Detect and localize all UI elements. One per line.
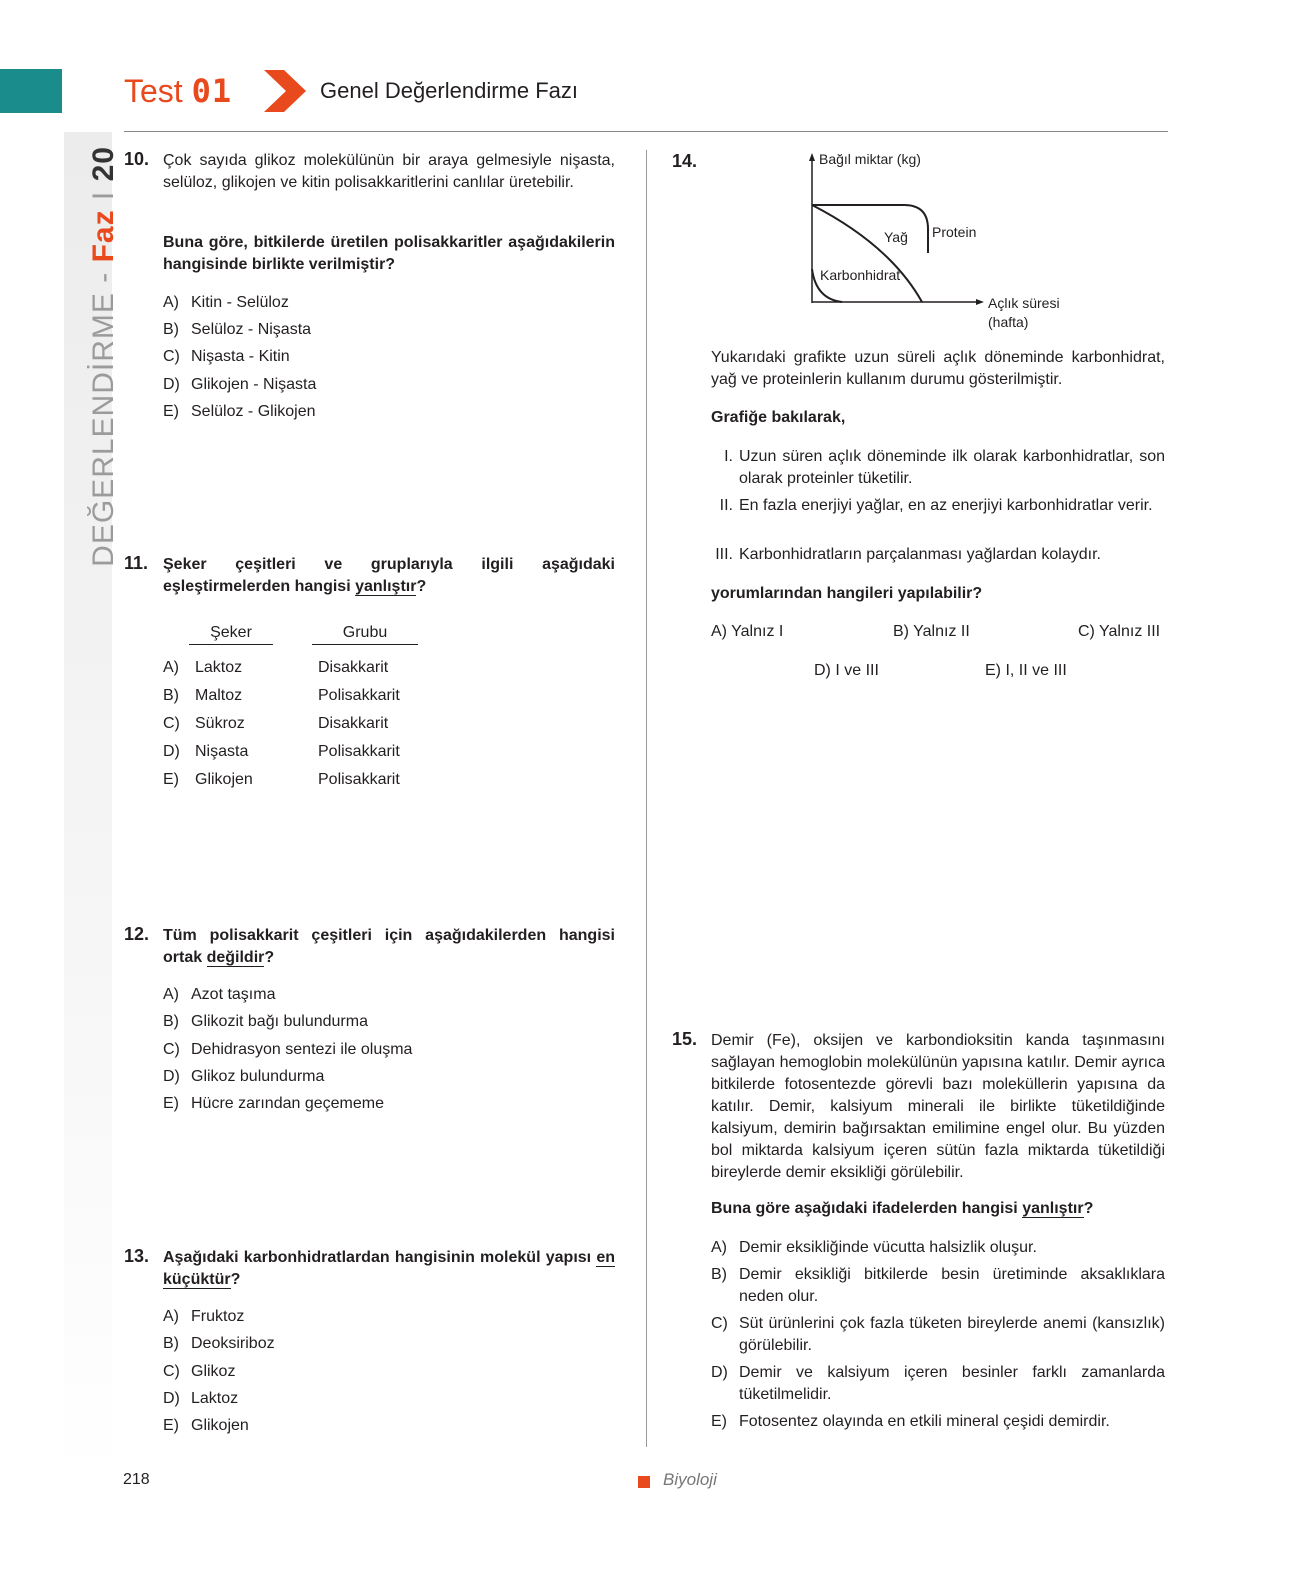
statement-1 (724, 446, 1165, 490)
prompt-end: ? (416, 578, 427, 595)
option-sugar: Sükroz (195, 715, 245, 732)
question-13-prompt (163, 1247, 615, 1291)
option-letter: A) (163, 294, 179, 311)
q12-option-d[interactable] (163, 1066, 324, 1088)
question-15-prompt (711, 1198, 1165, 1220)
graph-label-fat: Yağ (884, 229, 908, 245)
graph-series-protein (812, 205, 928, 253)
sidebar-bar: I (87, 190, 120, 201)
option-letter: D) (163, 376, 180, 393)
prompt-end: ? (230, 1271, 241, 1288)
question-number-12: 12. (124, 924, 150, 944)
option-text: Kitin - Selüloz (191, 294, 289, 311)
question-12-prompt (163, 925, 615, 969)
q12-option-c[interactable] (163, 1039, 412, 1061)
option-letter: C) (163, 715, 180, 732)
option-letter: D) (163, 1068, 180, 1085)
option-letter: A) (711, 1239, 727, 1256)
q11-option-d[interactable] (163, 741, 400, 763)
statement-text: Uzun süren açlık döneminde ilk olarak karbonhidratlar, son olarak proteinler tüketilir. (739, 448, 1165, 487)
question-14-lead: Grafiğe bakılarak, (711, 409, 846, 426)
option-letter: D) (163, 743, 180, 760)
q13-option-e[interactable] (163, 1415, 249, 1437)
option-letter: E) (711, 1413, 727, 1430)
option-letter: A) (163, 659, 179, 676)
prompt-text: Tüm polisakkarit çeşitleri için aşağıdakilerden hangisi ortak (163, 927, 615, 966)
option-text: Süt ürünlerini çok fazla tüketen bireylerde anemi (kansızlık) görülebilir. (739, 1315, 1165, 1354)
question-number-10: 10. (124, 149, 150, 169)
q12-option-a[interactable] (163, 984, 275, 1006)
question-14-text: Yukarıdaki grafikte uzun süreli açlık döneminde karbonhidrat, yağ ve proteinlerin kullanım durumu gösterilmiştir. (711, 349, 1165, 388)
option-letter: C) (163, 1363, 180, 1380)
q10-option-a[interactable] (163, 292, 289, 314)
q14-option-d[interactable]: D) I ve III (814, 662, 879, 679)
option-letter: E) (163, 1417, 179, 1434)
q13-option-c[interactable] (163, 1361, 235, 1383)
option-text: Glikozit bağı bulundurma (191, 1013, 368, 1030)
q10-option-d[interactable] (163, 374, 316, 396)
statement-text: Karbonhidratların parçalanması yağlardan kolaydır. (739, 546, 1101, 563)
q14-option-c[interactable]: C) Yalnız III (1078, 623, 1161, 640)
option-text: Fruktoz (191, 1308, 245, 1325)
option-sugar: Nişasta (195, 743, 249, 760)
starvation-graph (800, 145, 1100, 340)
header-divider (124, 131, 1168, 132)
option-text: Selüloz - Nişasta (191, 321, 312, 338)
option-letter: E) (163, 1095, 179, 1112)
option-sugar: Laktoz (195, 659, 243, 676)
test-label-text: Test (124, 73, 183, 109)
graph-y-label: Bağıl miktar (kg) (819, 151, 921, 167)
q11-option-b[interactable] (163, 685, 400, 707)
prompt-text: Aşağıdaki karbonhidratlardan hangisinin molekül yapısı (163, 1249, 597, 1266)
prompt-underlined: yanlıştır (355, 578, 417, 595)
column-divider (646, 150, 647, 1447)
option-text: Demir eksikliğinde vücutta halsizlik oluşur. (739, 1239, 1037, 1256)
chevron-right-icon (262, 66, 308, 116)
subject-square-icon (638, 1476, 650, 1488)
q14-option-a[interactable]: A) Yalnız I (711, 623, 784, 640)
sidebar-separator: - (87, 271, 120, 283)
option-text: Glikojen - Nişasta (191, 376, 317, 393)
option-letter: C) (711, 1315, 728, 1332)
question-10-prompt: Buna göre, bitkilerde üretilen polisakkaritler aşağıdakilerin hangisinde birlikte verilmiştir? (163, 234, 615, 273)
q13-option-d[interactable] (163, 1388, 238, 1410)
sidebar-faz: Faz (87, 209, 120, 263)
prompt-underlined: yanlıştır (1022, 1200, 1084, 1217)
prompt-end: ? (1083, 1200, 1094, 1217)
q13-option-b[interactable] (163, 1333, 275, 1355)
option-text: Glikojen (191, 1417, 249, 1434)
option-letter: B) (163, 687, 179, 704)
question-number-14: 14. (672, 151, 698, 171)
option-text: Fotosentez olayında en etkili mineral çeşidi demirdir. (739, 1413, 1110, 1430)
q15-option-c[interactable] (711, 1313, 1165, 1357)
graph-x-label: Açlık süresi (988, 295, 1060, 311)
question-number-15: 15. (672, 1029, 698, 1049)
option-letter: B) (163, 321, 179, 338)
q15-option-b[interactable] (711, 1264, 1165, 1308)
option-text: Hücre zarından geçememe (191, 1095, 384, 1112)
subject-label: Biyoloji (663, 1470, 717, 1489)
question-14-prompt: yorumlarından hangileri yapılabilir? (711, 585, 983, 602)
graph-label-carbohydrate: Karbonhidrat (820, 267, 901, 283)
statement-number: III. (715, 546, 733, 563)
page-title: Genel Değerlendirme Fazı (320, 78, 579, 103)
option-text: Nişasta - Kitin (191, 348, 290, 365)
prompt-underlined: değildir (206, 949, 265, 966)
statement-number: I. (724, 448, 733, 465)
prompt-underlined: en küçüktür (163, 1249, 615, 1288)
page-number: 218 (123, 1471, 150, 1488)
q15-option-a[interactable] (711, 1237, 1165, 1259)
option-text: Deoksiriboz (191, 1335, 275, 1352)
statement-text: En fazla enerjiyi yağlar, en az enerjiyi karbonhidratlar verir. (739, 497, 1153, 514)
option-letter: B) (711, 1266, 727, 1283)
table-header-group: Grubu (312, 624, 418, 645)
option-sugar: Maltoz (195, 687, 243, 704)
option-group: Polisakkarit (318, 771, 400, 788)
q15-option-e[interactable] (711, 1411, 1165, 1433)
prompt-text: Şeker çeşitleri ve gruplarıyla ilgili aşağıdaki eşleştirmelerden hangisi (163, 556, 615, 595)
q11-option-e[interactable] (163, 769, 400, 791)
option-text: Demir eksikliği bitkilerde besin üretiminde aksaklıklara neden olur. (739, 1266, 1165, 1305)
option-group: Polisakkarit (318, 743, 400, 760)
option-letter: A) (163, 986, 179, 1003)
statement-number: II. (719, 497, 733, 514)
option-text: Azot taşıma (191, 986, 276, 1003)
option-group: Disakkarit (318, 715, 389, 732)
statement-2 (719, 495, 1165, 517)
sidebar-number: 20 (87, 146, 120, 182)
sidebar-label-text: DEĞERLENDİRME (87, 292, 120, 567)
q10-option-c[interactable] (163, 346, 290, 368)
option-letter: C) (163, 348, 180, 365)
option-group: Disakkarit (318, 659, 389, 676)
option-letter: B) (163, 1335, 179, 1352)
table-header-sugar: Şeker (189, 624, 273, 645)
statement-3 (715, 544, 1165, 566)
option-text: Glikoz bulundurma (191, 1068, 325, 1085)
q14-option-b[interactable]: B) Yalnız II (893, 623, 970, 640)
graph-x-unit: (hafta) (988, 314, 1029, 330)
question-number-11: 11. (124, 553, 149, 573)
graph-series-fat (812, 205, 922, 302)
option-letter: A) (163, 1308, 179, 1325)
option-text: Glikoz (191, 1363, 236, 1380)
graph-x-arrow (976, 299, 984, 305)
question-number-13: 13. (124, 1246, 150, 1266)
sidebar-label (88, 146, 120, 567)
q10-option-b[interactable] (163, 319, 311, 341)
option-letter: D) (711, 1364, 728, 1381)
graph-label-protein: Protein (932, 224, 977, 240)
option-text: Laktoz (191, 1390, 239, 1407)
prompt-text: Buna göre aşağıdaki ifadelerden hangisi (711, 1200, 1023, 1217)
option-letter: E) (163, 771, 179, 788)
q12-option-e[interactable] (163, 1093, 384, 1115)
question-11-prompt (163, 554, 615, 598)
option-text: Demir ve kalsiyum içeren besinler farklı zamanlarda tüketilmelidir. (739, 1364, 1165, 1403)
option-text: Selüloz - Glikojen (191, 403, 316, 420)
option-text: Dehidrasyon sentezi ile oluşma (191, 1041, 413, 1058)
q14-option-e[interactable]: E) I, II ve III (985, 662, 1067, 679)
q11-option-a[interactable] (163, 657, 388, 679)
q12-option-b[interactable] (163, 1011, 368, 1033)
q15-option-d[interactable] (711, 1362, 1165, 1406)
question-15-text: Demir (Fe), oksijen ve karbondioksitin kanda taşınmasını sağlayan hemoglobin molekülünün yapısına katılır. Demir ayrıca bitkilerde fotosentezde görevli bazı moleküllerin yapısına da katılır. Demir, kalsiyum minerali ile birlikte tüketildiğinde kalsiyum, demirin bağırsaktan emilimine engel olur. Bu yüzden bol miktarda kalsiyum içeren sütün fazla miktarda tüketildiği bireylerde demir eksikliği görülebilir. (711, 1032, 1165, 1181)
prompt-end: ? (264, 949, 275, 966)
question-10-text: Çok sayıda glikoz molekülünün bir araya gelmesiyle nişasta, selüloz, glikojen ve kitin polisakkaritlerini canlılar üretebilir. (163, 152, 615, 191)
q13-option-a[interactable] (163, 1306, 244, 1328)
header-accent-bar (0, 69, 62, 113)
q10-option-e[interactable] (163, 401, 316, 423)
test-label (124, 72, 232, 110)
graph-y-arrow (809, 153, 815, 161)
option-letter: E) (163, 403, 179, 420)
option-group: Polisakkarit (318, 687, 400, 704)
option-sugar: Glikojen (195, 771, 253, 788)
test-number: 01 (191, 72, 233, 110)
option-letter: B) (163, 1013, 179, 1030)
q11-option-c[interactable] (163, 713, 388, 735)
option-letter: C) (163, 1041, 180, 1058)
option-letter: D) (163, 1390, 180, 1407)
